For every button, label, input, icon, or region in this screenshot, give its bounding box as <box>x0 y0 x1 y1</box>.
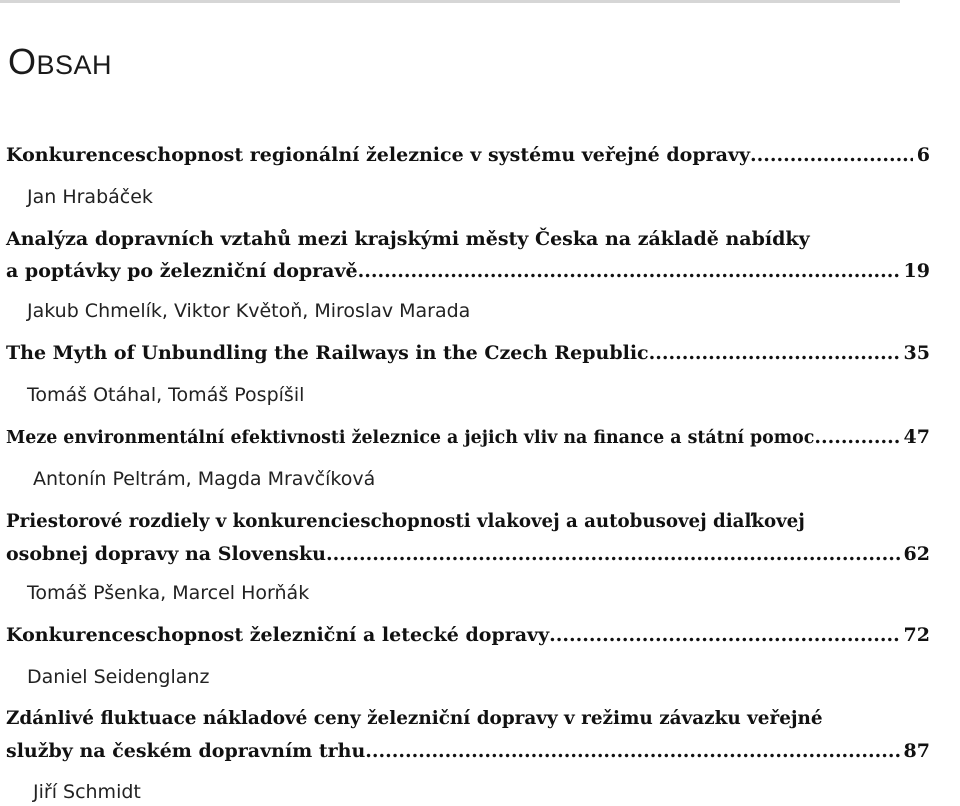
toc-entry-authors: Daniel Seidenglanz <box>27 666 210 688</box>
toc-page-number: 87 <box>903 740 930 762</box>
toc-entry-authors: Jan Hrabáček <box>27 186 153 208</box>
toc-entry[interactable] <box>6 223 930 287</box>
toc-dot-leader <box>649 337 900 369</box>
toc-entry[interactable] <box>6 421 930 454</box>
toc-dot-leader <box>750 139 913 171</box>
toc-entry-title: a poptávky po železniční dopravě <box>6 260 358 282</box>
toc-entry-authors: Antonín Peltrám, Magda Mravčíková <box>33 468 376 490</box>
toc-entry-title-line <box>6 735 930 767</box>
toc-entry[interactable] <box>6 139 930 171</box>
toc-entry[interactable] <box>6 506 930 570</box>
toc-entry-title: Konkurenceschopnost regionální železnice v systému veřejné dopravy <box>6 144 751 166</box>
toc-page-number: 35 <box>903 342 930 364</box>
toc-entry-title-line <box>6 506 930 538</box>
toc-dot-leader <box>549 619 899 651</box>
toc-entry-title-line <box>6 619 930 651</box>
toc-entry-title-line <box>6 421 930 454</box>
toc-entry-authors: Jakub Chmelík, Viktor Květoň, Miroslav Marada <box>27 300 471 322</box>
toc-entry-title-line <box>6 223 930 255</box>
toc-entry-title: osobnej dopravy na Slovensku <box>6 543 326 565</box>
toc-entry-title-line <box>6 255 930 287</box>
toc-entry-title-line <box>6 337 930 369</box>
toc-dot-leader <box>814 421 899 453</box>
toc-page-number: 62 <box>903 543 930 565</box>
toc-entry-title: Konkurenceschopnost železniční a letecké dopravy <box>6 624 550 646</box>
toc-entry-title: služby na českém dopravním trhu <box>6 740 366 762</box>
toc-entry-title: Zdánlivé fluktuace nákladové ceny železniční dopravy v režimu závazku veřejné <box>6 708 823 729</box>
toc-entry-title: Priestorové rozdiely v konkurencieschopnosti vlakovej a autobusovej diaľkovej <box>6 511 805 532</box>
toc-entry-title-line <box>6 538 930 570</box>
toc-entry[interactable] <box>6 337 930 369</box>
toc-entry[interactable] <box>6 703 930 767</box>
toc-entry-authors: Jiří Schmidt <box>33 781 141 803</box>
toc-page-number: 47 <box>903 426 930 448</box>
toc-entry-title-line <box>6 139 930 171</box>
toc-page-number: 72 <box>903 624 930 646</box>
toc-entry-title: The Myth of Unbundling the Railways in the Czech Republic <box>6 342 649 364</box>
toc-page-number: 19 <box>903 260 930 282</box>
toc-entry-title-line <box>6 703 930 735</box>
toc-page-number: 6 <box>916 144 930 166</box>
page-title-rest: BSAH <box>36 50 113 80</box>
toc-dot-leader <box>358 255 900 287</box>
toc-dot-leader <box>365 735 899 767</box>
toc-entry-title: Analýza dopravních vztahů mezi krajskými městy Česka na základě nabídky <box>6 228 810 250</box>
top-rule <box>0 0 900 3</box>
toc-entry-title: Meze environmentální efektivnosti železnice a jejich vliv na finance a státní pomoc <box>6 428 815 448</box>
toc-entry[interactable] <box>6 619 930 651</box>
toc-dot-leader <box>326 538 900 570</box>
toc-entry-authors: Tomáš Pšenka, Marcel Horňák <box>27 582 310 604</box>
page-title-initial: O <box>8 41 37 82</box>
page-title <box>8 40 112 87</box>
toc-entry-authors: Tomáš Otáhal, Tomáš Pospíšil <box>27 384 305 406</box>
